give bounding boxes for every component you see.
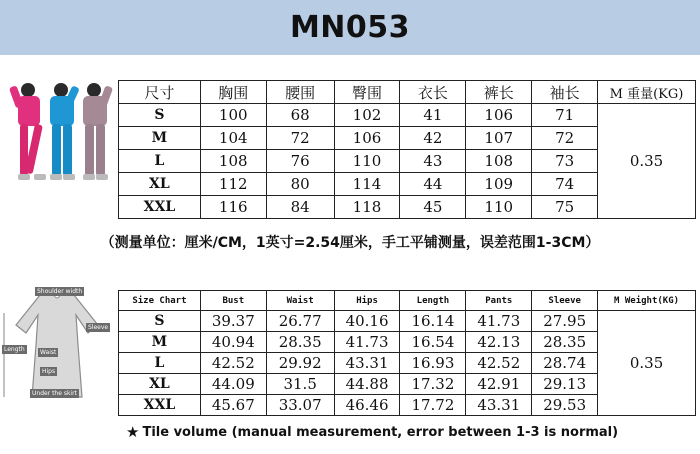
- table-cell: 44: [400, 173, 466, 196]
- table-cell: 102: [334, 104, 400, 127]
- table-cell: 110: [334, 150, 400, 173]
- table-cell: 45.67: [200, 395, 266, 416]
- table-cell: 29.13: [532, 374, 598, 395]
- table-cell: 106: [466, 104, 532, 127]
- size-label: L: [119, 150, 201, 173]
- header-size-chart: Size Chart: [119, 291, 201, 311]
- table-cell: 75: [532, 196, 598, 219]
- table-cell: 29.92: [266, 353, 334, 374]
- header-length: Length: [400, 291, 466, 311]
- size-label: XL: [119, 374, 201, 395]
- product-code: MN053: [289, 10, 411, 45]
- table-cell: 104: [200, 127, 266, 150]
- header-hips: Hips: [334, 291, 400, 311]
- table-cell: 109: [466, 173, 532, 196]
- table-cell: 84: [266, 196, 334, 219]
- table-cell: 116: [200, 196, 266, 219]
- table-cell: 27.95: [532, 311, 598, 332]
- label-length: Length: [4, 346, 25, 353]
- table-cell: 76: [266, 150, 334, 173]
- table-row: [119, 104, 696, 127]
- garment-diagram: [2, 285, 112, 410]
- table-cell: 42.91: [466, 374, 532, 395]
- size-label: M: [119, 127, 201, 150]
- table-cell: 71: [532, 104, 598, 127]
- table-cell: 43: [400, 150, 466, 173]
- title-banner: [0, 0, 700, 55]
- table-cell: 17.32: [400, 374, 466, 395]
- table-cell: 43.31: [334, 353, 400, 374]
- header-weight: M 重量(KG): [598, 81, 696, 104]
- header-hips: 臀围: [334, 81, 400, 104]
- table-cell: 39.37: [200, 311, 266, 332]
- header-bust: Bust: [200, 291, 266, 311]
- header-waist: Waist: [266, 291, 334, 311]
- header-waist: 腰围: [266, 81, 334, 104]
- table-cell: 41.73: [334, 332, 400, 353]
- size-label: XXL: [119, 395, 201, 416]
- size-label: XXL: [119, 196, 201, 219]
- header-weight: M Weight(KG): [598, 291, 696, 311]
- table-cell: 28.35: [532, 332, 598, 353]
- table-cell: 112: [200, 173, 266, 196]
- table-cell: 72: [532, 127, 598, 150]
- table-cell: 31.5: [266, 374, 334, 395]
- note-en-text: Tile volume (manual measurement, error between 1-3 is normal): [142, 425, 619, 440]
- table-cell: 16.93: [400, 353, 466, 374]
- table-cell: 28.74: [532, 353, 598, 374]
- table-cell: 42.13: [466, 332, 532, 353]
- table-cell: 16.54: [400, 332, 466, 353]
- size-label: L: [119, 353, 201, 374]
- model-pink: [9, 83, 46, 180]
- table-cell: 44.88: [334, 374, 400, 395]
- table-cell: 46.46: [334, 395, 400, 416]
- header-sleeve: Sleeve: [532, 291, 598, 311]
- table-cell: 41.73: [466, 311, 532, 332]
- header-length: 衣长: [400, 81, 466, 104]
- table-cell: 106: [334, 127, 400, 150]
- weight-value: 0.35: [598, 104, 696, 219]
- table-cell: 17.72: [400, 395, 466, 416]
- table-cell: 16.14: [400, 311, 466, 332]
- size-label: XL: [119, 173, 201, 196]
- model-grey: [83, 83, 113, 180]
- header-size: 尺寸: [119, 81, 201, 104]
- label-waist: Waist: [40, 349, 57, 356]
- table-cell: 33.07: [266, 395, 334, 416]
- size-table-inch: [118, 290, 696, 416]
- size-label: S: [119, 104, 201, 127]
- table-cell: 40.94: [200, 332, 266, 353]
- table-cell: 114: [334, 173, 400, 196]
- size-label: S: [119, 311, 201, 332]
- table-cell: 74: [532, 173, 598, 196]
- label-shoulder: Shoulder width: [37, 288, 83, 295]
- table-header-row: [119, 81, 696, 104]
- table-cell: 108: [200, 150, 266, 173]
- table-cell: 28.35: [266, 332, 334, 353]
- label-hips: Hips: [42, 368, 56, 375]
- table-cell: 100: [200, 104, 266, 127]
- table-header-row: [119, 291, 696, 311]
- table-cell: 108: [466, 150, 532, 173]
- header-sleeve: 袖长: [532, 81, 598, 104]
- table-cell: 40.16: [334, 311, 400, 332]
- measurement-note-en: [126, 425, 618, 440]
- table-cell: 107: [466, 127, 532, 150]
- table-cell: 41: [400, 104, 466, 127]
- table-cell: 29.53: [532, 395, 598, 416]
- label-under: Under the skirt: [32, 390, 77, 397]
- table-cell: 72: [266, 127, 334, 150]
- table-cell: 110: [466, 196, 532, 219]
- table-cell: 68: [266, 104, 334, 127]
- table-cell: 43.31: [466, 395, 532, 416]
- table-row: [119, 311, 696, 332]
- table-cell: 42.52: [200, 353, 266, 374]
- table-cell: 26.77: [266, 311, 334, 332]
- table-cell: 73: [532, 150, 598, 173]
- size-label: M: [119, 332, 201, 353]
- model-blue: [50, 83, 80, 180]
- table-cell: 44.09: [200, 374, 266, 395]
- measurement-note-cn: （测量单位：厘米/CM，1英寸=2.54厘米，手工平铺测量，误差范围1-3CM）: [100, 235, 600, 251]
- table-cell: 42.52: [466, 353, 532, 374]
- models-photo: [6, 78, 114, 190]
- star-icon: ★: [126, 423, 140, 441]
- size-table-cm: [118, 80, 696, 219]
- header-bust: 胸围: [200, 81, 266, 104]
- table-cell: 118: [334, 196, 400, 219]
- table-cell: 80: [266, 173, 334, 196]
- table-cell: 45: [400, 196, 466, 219]
- table-cell: 42: [400, 127, 466, 150]
- label-sleeve: Sleeve: [88, 324, 109, 331]
- weight-value: 0.35: [598, 311, 696, 416]
- header-pants: Pants: [466, 291, 532, 311]
- header-pants: 裤长: [466, 81, 532, 104]
